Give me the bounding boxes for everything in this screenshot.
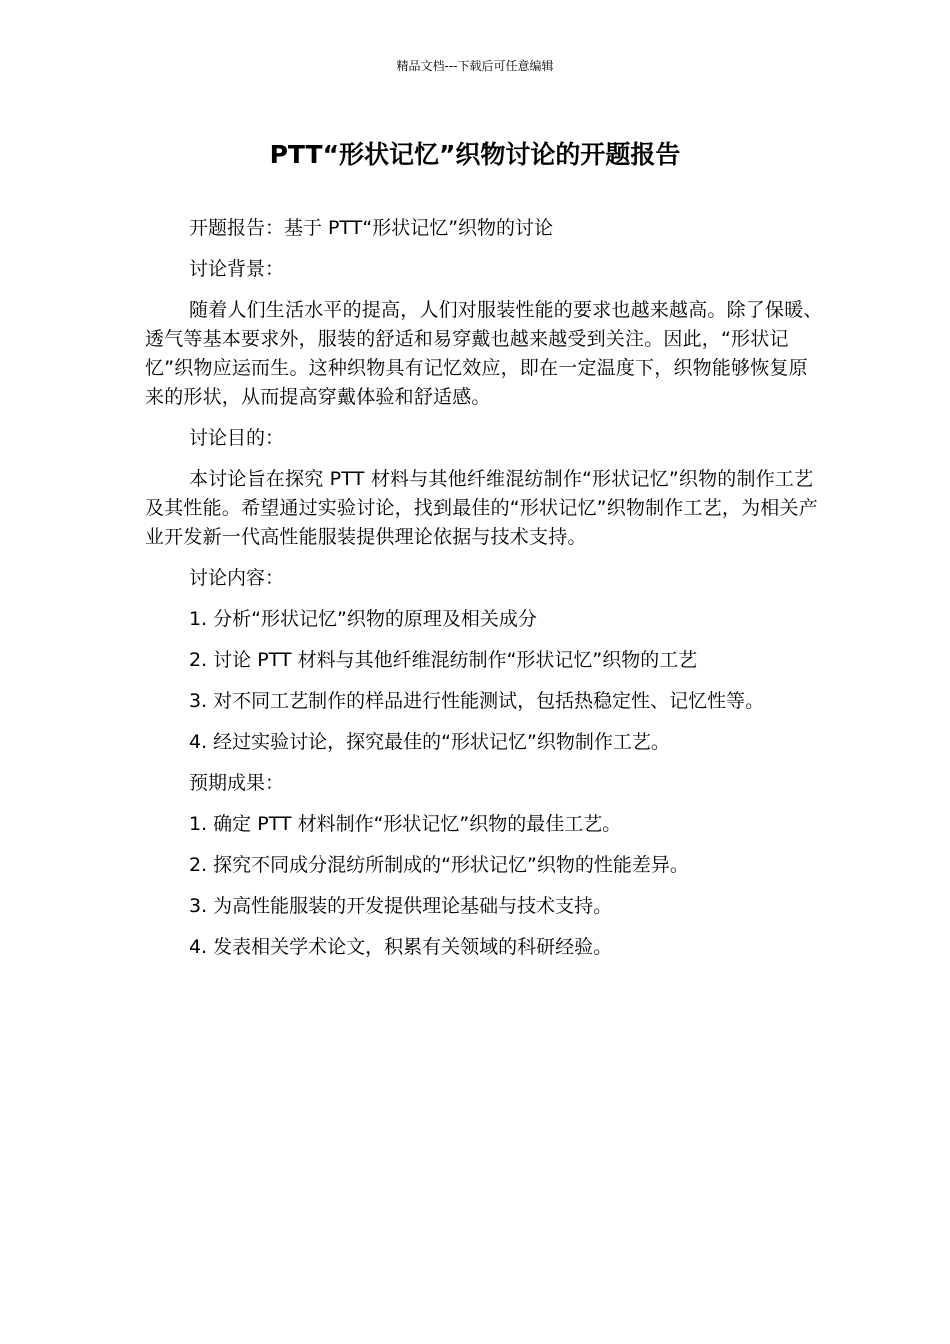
background-heading: 讨论背景：: [189, 258, 285, 280]
purpose-heading: 讨论目的：: [189, 427, 285, 449]
content-heading: 讨论内容：: [189, 567, 285, 589]
content-item: 2. 讨论 PTT 材料与其他纤维混纺制作“形状记忆”织物的工艺: [189, 649, 698, 671]
document-title: PTT“形状记忆”织物讨论的开题报告: [269, 140, 681, 169]
content-item: 4. 经过实验讨论，探究最佳的“形状记忆”织物制作工艺。: [189, 731, 670, 753]
results-item: 2. 探究不同成分混纺所制成的“形状记忆”织物的性能差异。: [189, 854, 689, 876]
results-item: 3. 为高性能服装的开发提供理论基础与技术支持。: [189, 895, 613, 917]
page-header: 精品文档---下载后可任意编辑: [396, 59, 554, 73]
content-item: 1. 分析“形状记忆”织物的原理及相关成分: [189, 608, 537, 630]
document-body: [145, 214, 825, 974]
results-heading: 预期成果：: [189, 772, 285, 794]
results-item: 1. 确定 PTT 材料制作“形状记忆”织物的最佳工艺。: [189, 813, 622, 835]
intro-line: 开题报告：基于 PTT“形状记忆”织物的讨论: [189, 217, 554, 239]
results-item: 4. 发表相关学术论文，积累有关领域的科研经验。: [189, 936, 613, 958]
content-item: 3. 对不同工艺制作的样品进行性能测试，包括热稳定性、记忆性等。: [189, 690, 765, 712]
background-paragraph: 随着人们生活水平的提高，人们对服装性能的要求也越来越高。除了保暖、透气等基本要求外，服装的舒适和易穿戴也越来越受到关注。因此，“形状记忆”织物应运而生。这种织物具有记忆效应，即在一定温度下，织物能够恢复原来的形状，从而提高穿戴体验和舒适感。: [145, 299, 823, 408]
purpose-paragraph: 本讨论旨在探究 PTT 材料与其他纤维混纺制作“形状记忆”织物的制作工艺及其性能。希望通过实验讨论，找到最佳的“形状记忆”织物制作工艺，为相关产业开发新一代高性能服装提供理论依据与技术支持。: [145, 468, 818, 548]
